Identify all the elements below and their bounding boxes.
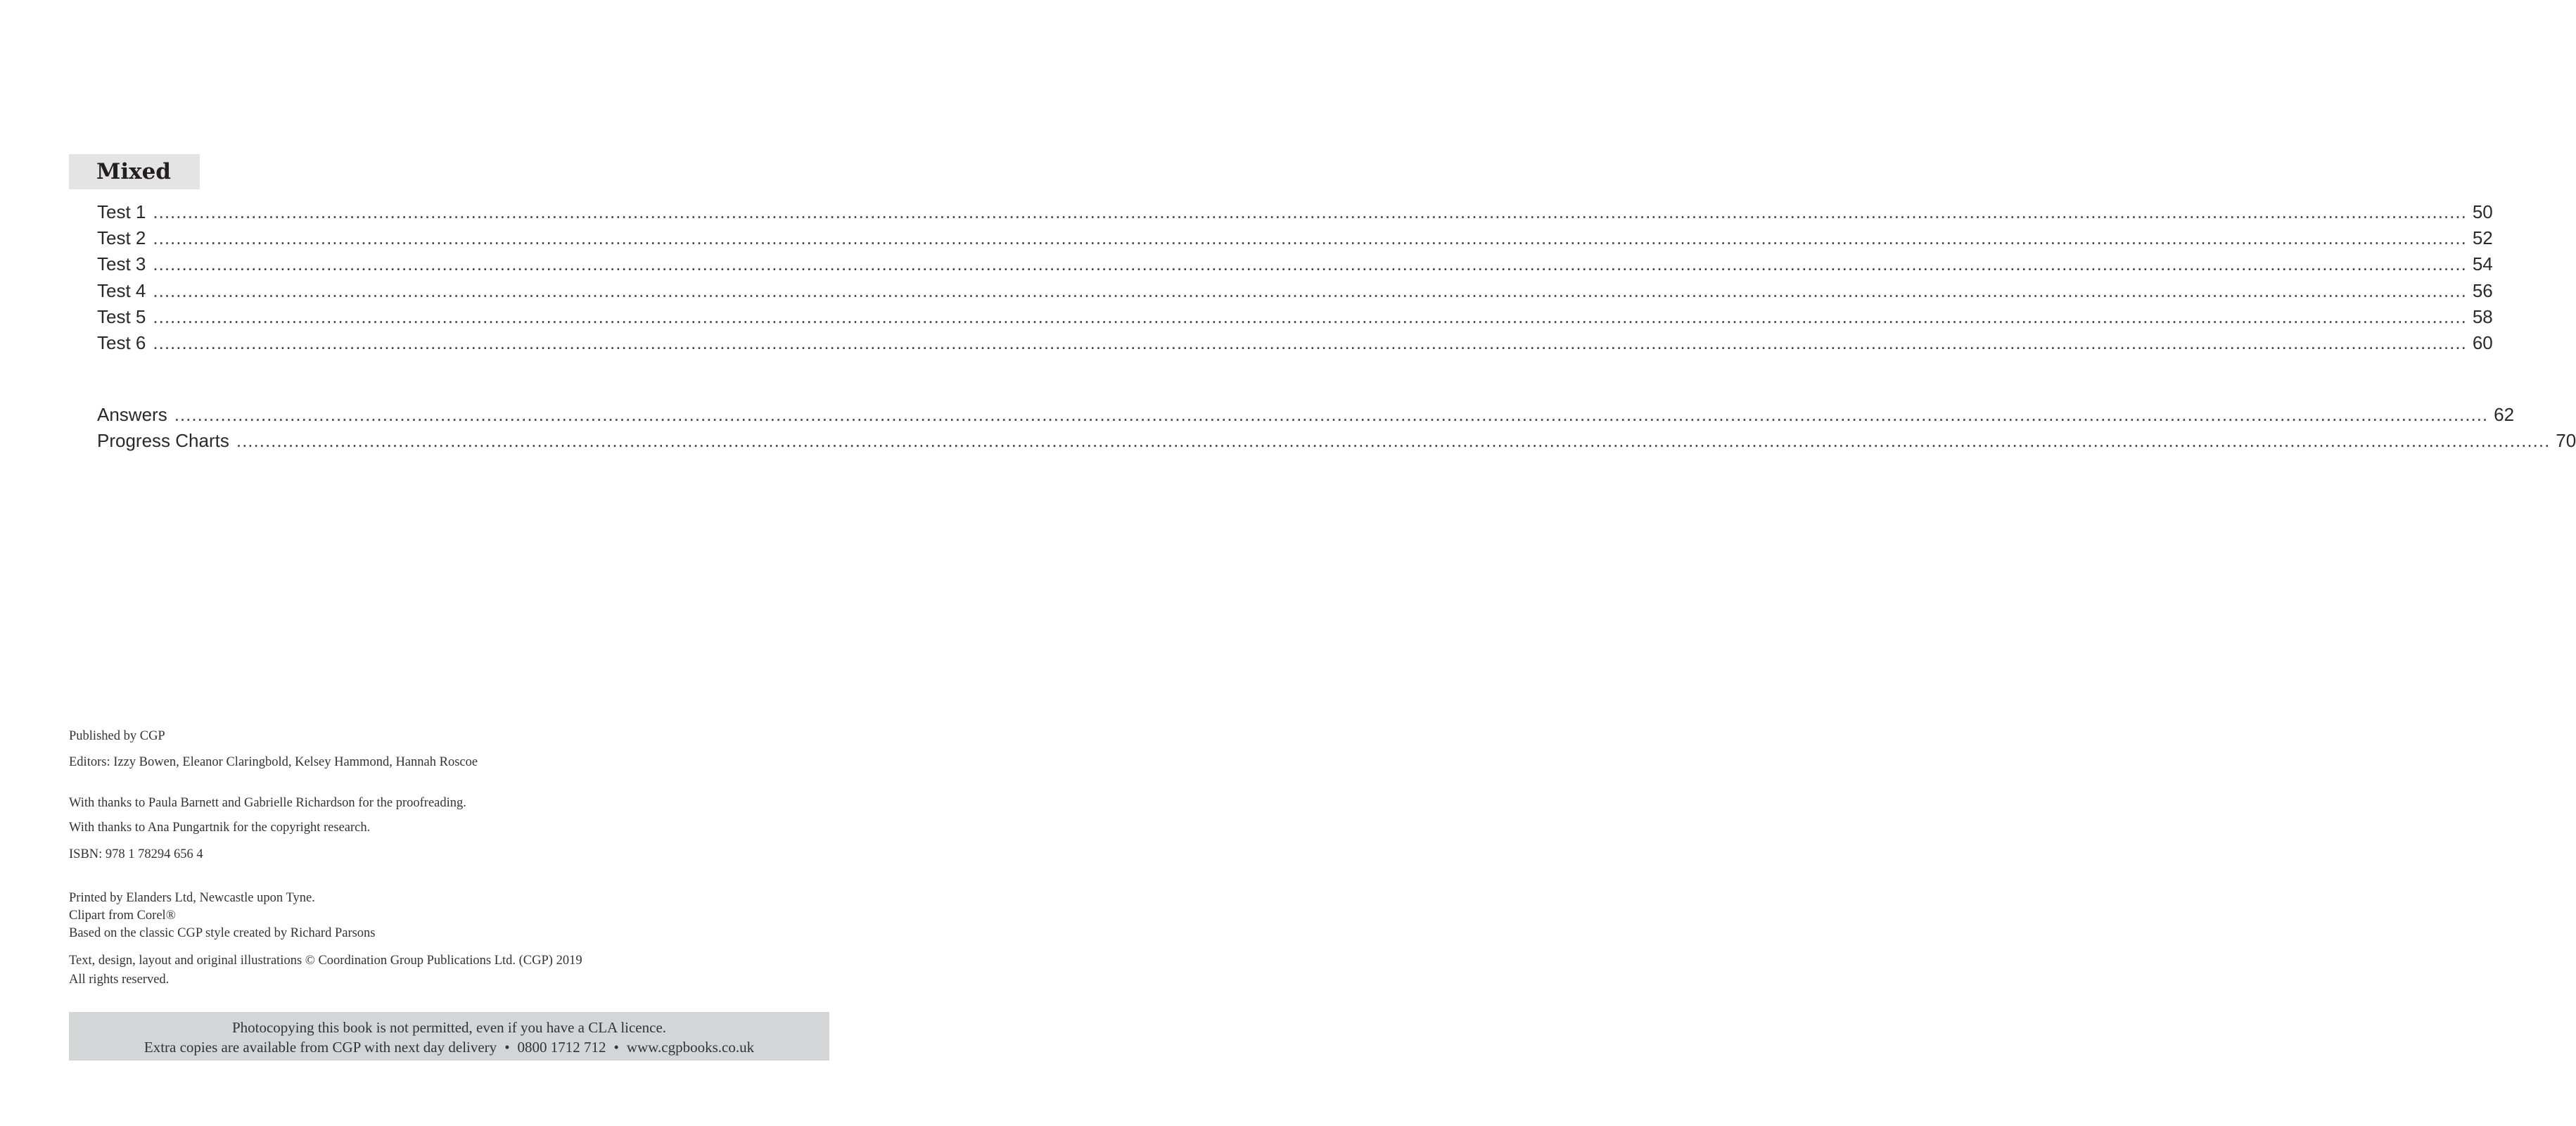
toc-entry-page: 54 (2472, 253, 2493, 275)
extra-copies-text: Extra copies are available from CGP with next day delivery (144, 1039, 497, 1056)
toc-extra-list (97, 402, 2576, 454)
toc-entry (97, 251, 2493, 277)
toc-entry-label: Test 5 (97, 305, 146, 327)
toc-entry-page: 70 (2556, 430, 2576, 452)
isbn: ISBN: 978 1 78294 656 4 (69, 847, 203, 861)
toc-leader: ................................................................................................................................................................................................................................................................................................................................................................................................................ (153, 227, 2467, 249)
toc-leader: ................................................................................................................................................................................................................................................................................................................................................................................................................ (153, 279, 2467, 301)
section-title: Mixed (96, 159, 171, 184)
toc-leader: ................................................................................................................................................................................................................................................................................................................................................................................................................ (153, 253, 2467, 275)
published-by: Published by CGP (69, 729, 165, 743)
toc-leader: ................................................................................................................................................................................................................................................................................................................................................................................................................ (153, 305, 2467, 327)
toc-entry-progress-charts (97, 428, 2576, 454)
editors: Editors: Izzy Bowen, Eleanor Claringbold, Kelsey Hammond, Hannah Roscoe (69, 755, 478, 769)
toc-entry-page: 56 (2472, 279, 2493, 301)
toc-entry (97, 330, 2493, 356)
toc-entry-page: 52 (2472, 227, 2493, 249)
toc-entry-answers (97, 402, 2515, 428)
toc-entry-label: Test 1 (97, 201, 146, 222)
toc-entry-page: 58 (2472, 305, 2493, 327)
toc-leader: ................................................................................................................................................................................................................................................................................................................................................................................................................ (174, 404, 2489, 425)
thanks-copyright: With thanks to Ana Pungartnik for the copyright research. (69, 821, 371, 835)
based-on: Based on the classic CGP style created by Richard Parsons (69, 926, 376, 940)
copyright-notice: Text, design, layout and original illustrations © Coordination Group Publications Ltd. (CGP) 2019 (69, 954, 582, 968)
toc-entry-label: Test 2 (97, 227, 146, 249)
phone-number: 0800 1712 712 (517, 1039, 606, 1056)
section-header-mixed (69, 154, 200, 189)
bullet-separator: • (613, 1039, 619, 1056)
extra-copies-line (69, 1037, 829, 1057)
toc-entry-label: Test 6 (97, 331, 146, 353)
toc-leader: ................................................................................................................................................................................................................................................................................................................................................................................................................ (236, 430, 2551, 452)
toc-entry-page: 60 (2472, 331, 2493, 353)
toc-entry-label: Answers (97, 404, 167, 425)
toc-entry (97, 278, 2493, 304)
toc-entry (97, 199, 2493, 225)
toc-mixed-list (97, 199, 2493, 356)
toc-entry-label: Progress Charts (97, 430, 229, 452)
toc-entry (97, 304, 2493, 330)
toc-entry-label: Test 3 (97, 253, 146, 275)
toc-leader: ................................................................................................................................................................................................................................................................................................................................................................................................................ (153, 201, 2467, 222)
photocopy-notice: Photocopying this book is not permitted, even if you have a CLA licence. (231, 1019, 667, 1036)
imprint-block (69, 728, 815, 989)
toc-entry (97, 225, 2493, 251)
toc-entry-label: Test 4 (97, 279, 146, 301)
website-link[interactable]: www.cgpbooks.co.uk (626, 1039, 755, 1056)
clipart-credit: Clipart from Corel® (69, 909, 176, 923)
photocopy-notice-box (69, 1012, 829, 1061)
toc-entry-page: 50 (2472, 201, 2493, 222)
thanks-proofreading: With thanks to Paula Barnett and Gabrielle Richardson for the proofreading. (69, 796, 466, 810)
rights-reserved: All rights reserved. (69, 973, 170, 987)
toc-leader: ................................................................................................................................................................................................................................................................................................................................................................................................................ (153, 331, 2467, 353)
toc-entry-page: 62 (2494, 404, 2515, 425)
bullet-separator: • (504, 1039, 510, 1056)
printed-by: Printed by Elanders Ltd, Newcastle upon Tyne. (69, 891, 315, 905)
